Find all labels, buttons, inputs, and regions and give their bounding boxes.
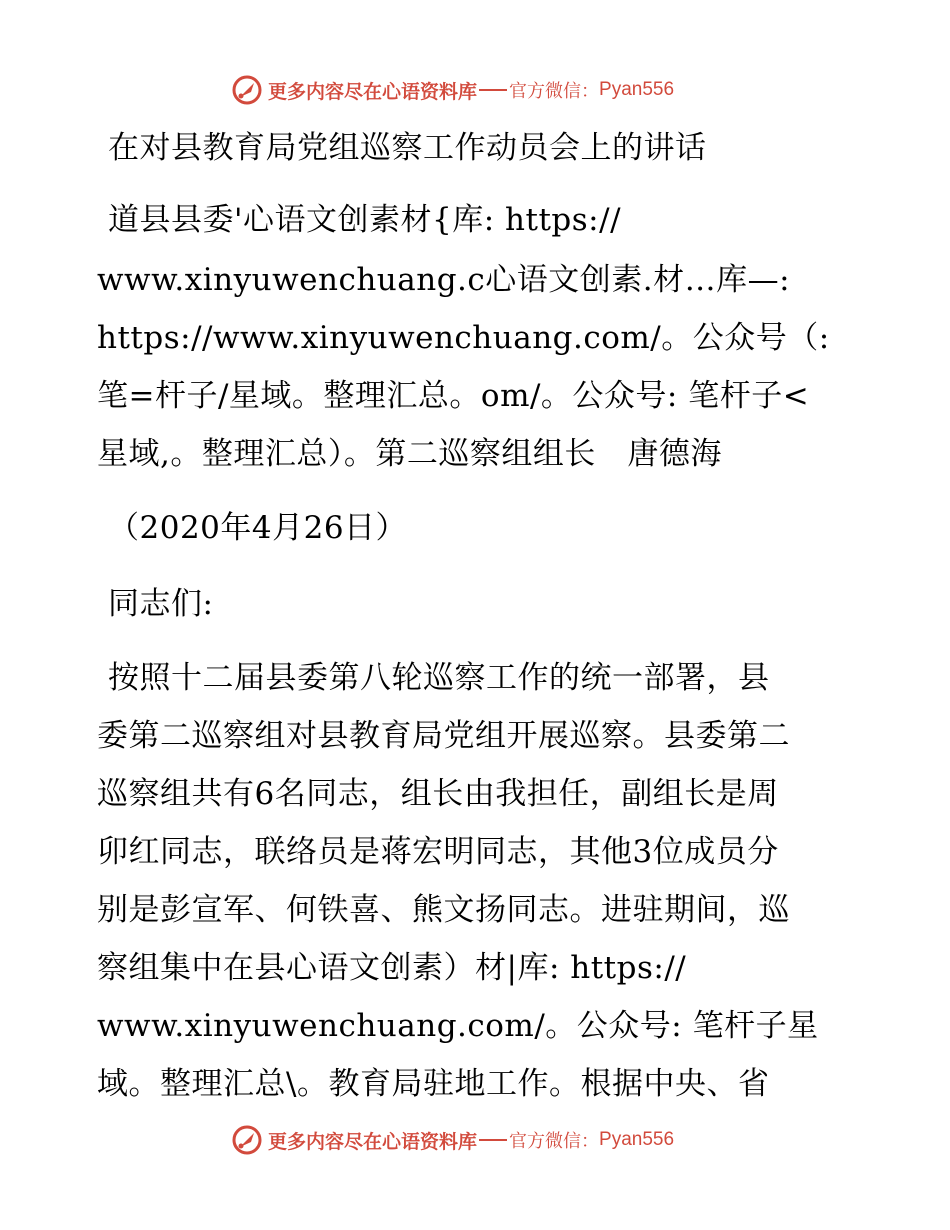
- body-line: 笔=杆子/星域。整理汇总。om/。公众号: 笔杆子<: [97, 378, 810, 414]
- body-line: www.xinyuwenchuang.com/。公众号: 笔杆子星: [97, 1008, 819, 1044]
- body-line: 巡察组共有6名同志，组长由我担任，副组长是周: [97, 776, 779, 812]
- quill-logo-icon: [232, 75, 262, 105]
- header-banner: [232, 72, 674, 108]
- body-line: 委第二巡察组对县教育局党组开展巡察。县委第二: [97, 718, 790, 754]
- banner-wechat-id: Pyan556: [599, 79, 675, 100]
- document-title: 在对县教育局党组巡察工作动员会上的讲话: [108, 130, 707, 166]
- body-line: https://www.xinyuwenchuang.com/。公众号（:: [97, 320, 830, 356]
- body-line: 域。整理汇总\。教育局驻地工作。根据中央、省: [97, 1066, 770, 1102]
- body-line: www.xinyuwenchuang.c心语文创素.材…库—:: [97, 262, 791, 298]
- body-line: 别是彭宣军、何铁喜、熊文扬同志。进驻期间，巡: [97, 892, 790, 928]
- body-line: 卯红同志，联络员是蒋宏明同志，其他3位成员分: [97, 834, 779, 870]
- body-line: 道县县委'心语文创素材{库: https://: [108, 202, 622, 238]
- banner-main-text: 更多内容尽在心语资料库: [268, 1130, 478, 1153]
- banner-dash: [479, 1139, 507, 1141]
- banner-sub-text: 官方微信：: [509, 1131, 600, 1152]
- banner-main-text: 更多内容尽在心语资料库: [268, 80, 478, 103]
- quill-logo-icon: [232, 1125, 262, 1155]
- body-line: 察组集中在县心语文创素）材|库: https://: [97, 950, 687, 986]
- body-line: 星域,。整理汇总）。第二巡察组组长 唐德海: [97, 436, 722, 472]
- footer-banner: [232, 1122, 674, 1158]
- salutation: 同志们:: [108, 586, 214, 622]
- date-line: （2020年4月26日）: [108, 510, 408, 546]
- banner-sub-text: 官方微信：: [509, 81, 600, 102]
- body-line: 按照十二届县委第八轮巡察工作的统一部署，县: [108, 660, 770, 696]
- banner-wechat-id: Pyan556: [599, 1129, 675, 1150]
- banner-dash: [479, 89, 507, 91]
